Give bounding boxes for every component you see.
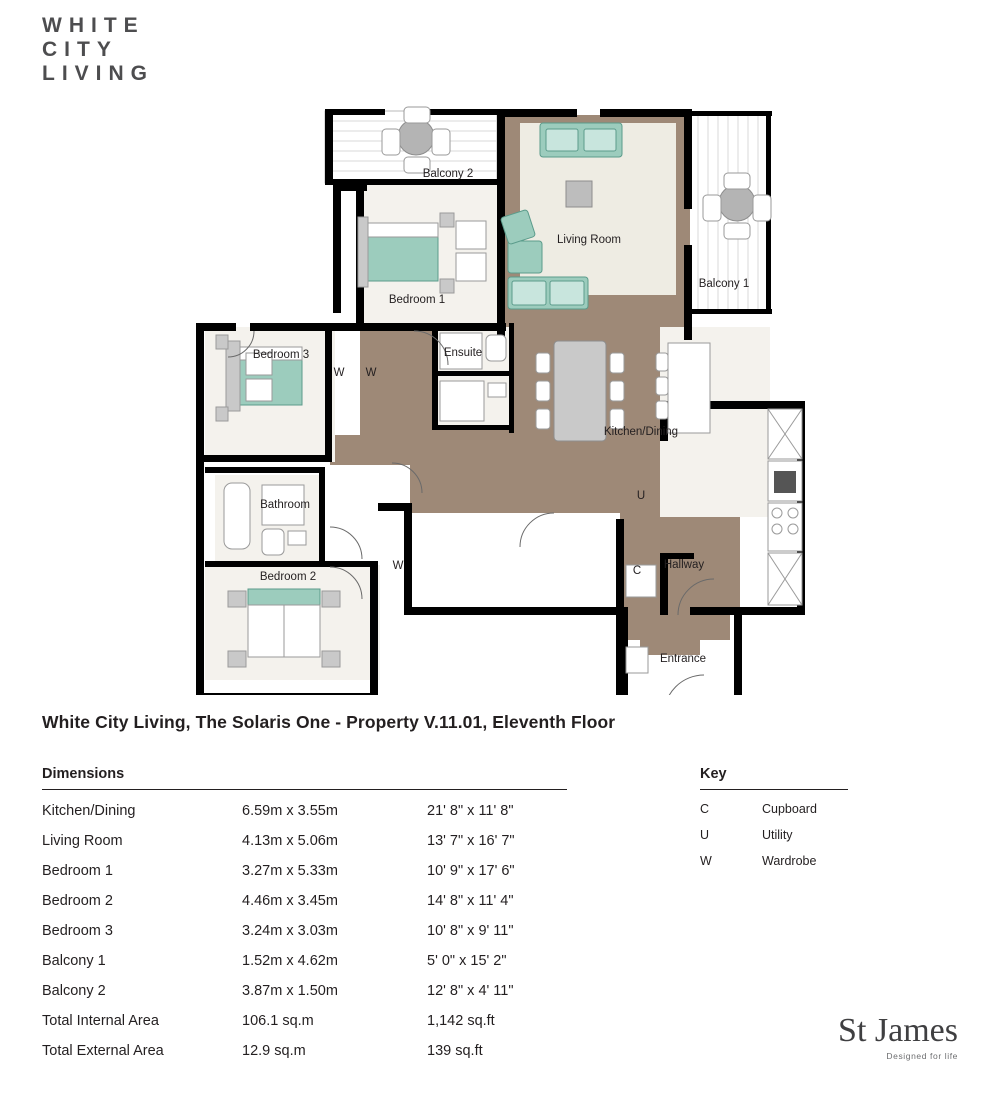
wardrobe-marker-3: W [392,560,404,572]
key-section [700,766,848,874]
logo-line-3: LIVING [42,62,155,85]
dimension-imperial: 1,142 sq.ft [427,1013,495,1029]
table-row [42,886,567,916]
list-item [700,848,848,874]
room-label-kitchen-dining: Kitchen/Dining [603,426,679,438]
dimension-metric: 3.27m x 5.33m [242,863,338,879]
dimension-imperial: 12' 8" x 4' 11" [427,983,514,999]
room-label-bedroom-2: Bedroom 2 [259,571,317,583]
room-label-bedroom-1: Bedroom 1 [388,294,446,306]
dimension-room: Bedroom 2 [42,893,113,909]
room-label-living-room: Living Room [557,234,621,246]
key-heading: Key [700,766,848,790]
table-row [42,826,567,856]
key-label: Cupboard [762,802,817,816]
room-label-bedroom-3: Bedroom 3 [252,349,310,361]
key-symbol: C [700,802,710,816]
key-symbol: U [700,828,710,842]
dimension-imperial: 14' 8" x 11' 4" [427,893,514,909]
dimension-metric: 1.52m x 4.62m [242,953,338,969]
dimension-metric: 3.87m x 1.50m [242,983,338,999]
logo-line-2: CITY [42,38,118,61]
dimensions-section [42,766,567,1066]
dimension-room: Bedroom 1 [42,863,113,879]
dimensions-heading: Dimensions [42,766,567,790]
dimension-room: Bedroom 3 [42,923,113,939]
room-label-balcony-2: Balcony 2 [422,168,474,180]
dimension-metric: 4.46m x 3.45m [242,893,338,909]
st-james-logo [838,1013,958,1061]
table-row [42,1036,567,1066]
room-label-bathroom: Bathroom [260,499,310,511]
dimension-imperial: 5' 0" x 15' 2" [427,953,507,969]
floor-plan [0,95,1000,695]
dimension-room: Living Room [42,833,123,849]
dimension-room: Balcony 2 [42,983,106,999]
utility-marker: U [636,490,646,502]
logo-line-1: WHITE [42,14,145,37]
key-label: Wardrobe [762,854,817,868]
dimension-imperial: 10' 8" x 9' 11" [427,923,514,939]
room-label-ensuite: Ensuite [443,347,483,359]
table-row [42,916,567,946]
cupboard-marker: C [632,565,642,577]
dimension-metric: 106.1 sq.m [242,1013,314,1029]
dimension-imperial: 21' 8" x 11' 8" [427,803,514,819]
dimension-room: Total External Area [42,1043,164,1059]
room-label-entrance: Entrance [659,653,707,665]
table-row [42,976,567,1006]
table-row [42,796,567,826]
dimension-metric: 4.13m x 5.06m [242,833,338,849]
table-row [42,946,567,976]
table-row [42,856,567,886]
st-james-name: St James [838,1012,958,1049]
floor-plan-svg [0,95,1000,695]
dimension-room: Balcony 1 [42,953,106,969]
wardrobe-marker-2: W [365,367,377,379]
dimension-metric: 3.24m x 3.03m [242,923,338,939]
wardrobe-marker-1: W [333,367,345,379]
dimension-imperial: 139 sq.ft [427,1043,483,1059]
dimension-room: Kitchen/Dining [42,803,136,819]
list-item [700,796,848,822]
room-label-hallway: Hallway [663,559,705,571]
list-item [700,822,848,848]
st-james-tagline: Designed for life [886,1051,958,1061]
dimension-metric: 12.9 sq.m [242,1043,306,1059]
white-city-living-logo [42,14,222,86]
dimension-imperial: 10' 9" x 17' 6" [427,863,515,879]
dimensions-table [42,796,567,1066]
key-symbol: W [700,854,712,868]
dimension-metric: 6.59m x 3.55m [242,803,338,819]
key-label: Utility [762,828,793,842]
dimension-imperial: 13' 7" x 16' 7" [427,833,515,849]
room-label-balcony-1: Balcony 1 [698,278,750,290]
dimension-room: Total Internal Area [42,1013,159,1029]
page-title: White City Living, The Solaris One - Property V.11.01, Eleventh Floor [42,712,616,732]
key-table [700,796,848,874]
table-row [42,1006,567,1036]
